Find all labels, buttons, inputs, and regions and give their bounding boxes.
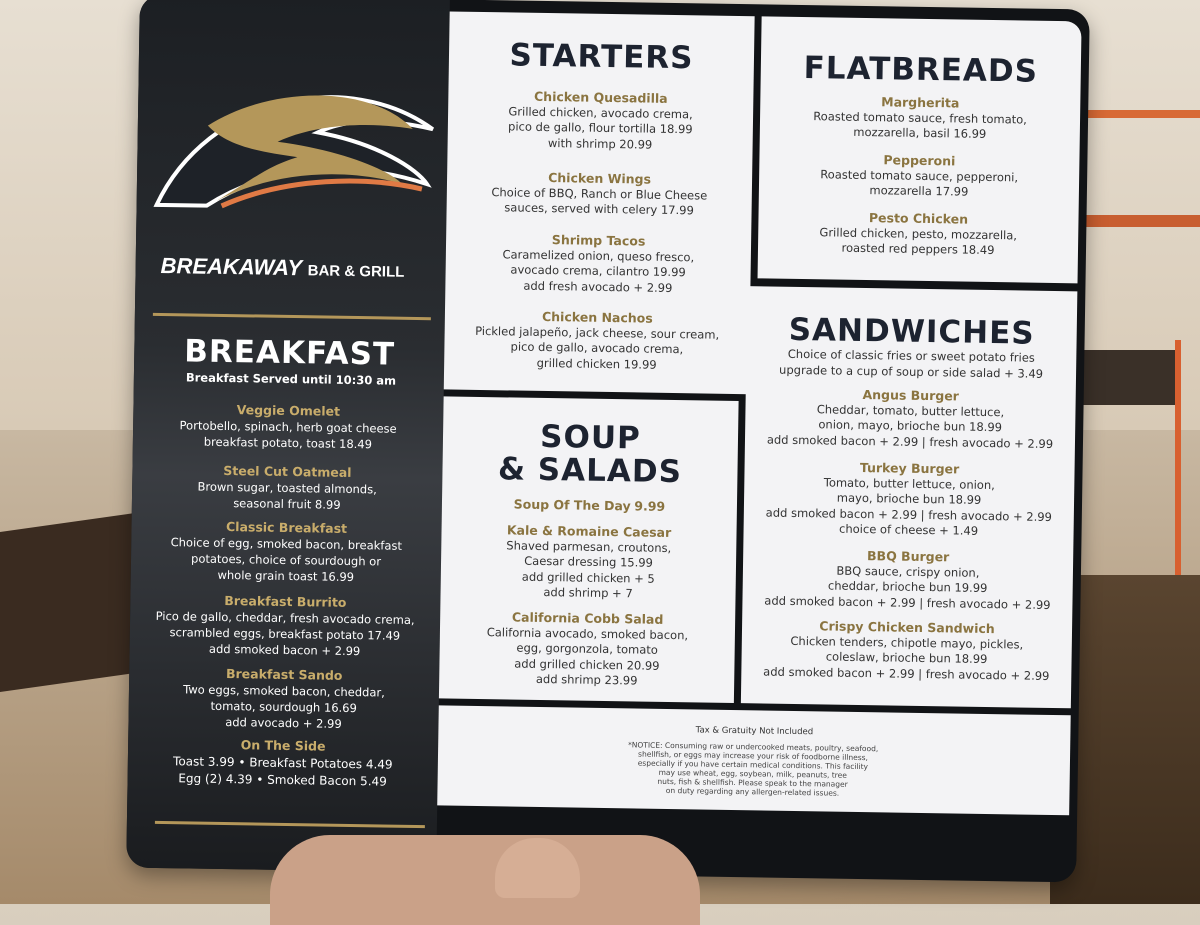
on-the-side-line: Toast 3.99 • Breakfast Potatoes 4.49 [172, 754, 393, 772]
section-title: STARTERS [509, 37, 694, 77]
item-desc: Two eggs, smoked bacon, cheddar, tomato, sourdough 16.69 add avocado + 2.99 [183, 682, 385, 731]
item-name: Breakfast Burrito [224, 592, 347, 610]
breakfast-subtitle: Breakfast Served until 10:30 am [185, 370, 397, 388]
item-name: Breakfast Sando [225, 666, 343, 683]
flatbreads-panel [758, 16, 1082, 283]
item-name: Chicken Nachos [541, 308, 653, 326]
notice-panel [437, 705, 1070, 815]
menu-item [743, 458, 1074, 541]
item-name: Chicken Quesadilla [533, 88, 668, 106]
menu-item [143, 401, 434, 454]
item-desc: Pico de gallo, cheddar, fresh avocado crema, scrambled eggs, breakfast potato 17.49 add smoked bacon + 2.99 [155, 608, 415, 659]
item-desc: Caramelized onion, queso fresco, avocado crema, cilantro 19.99 add fresh avocado + 2.99 [502, 246, 695, 295]
item-desc: Portobello, spinach, herb goat cheese breakfast potato, toast 18.49 [179, 418, 397, 452]
item-desc: Choice of egg, smoked bacon, breakfast potatoes, choice of sourdough or whole grain toast 16.99 [170, 535, 403, 585]
holding-hand [270, 835, 700, 925]
menu-item [448, 87, 754, 154]
menu-item [741, 617, 1072, 684]
menu-item [759, 150, 1080, 202]
menu-item [142, 462, 433, 515]
gold-divider [153, 313, 431, 320]
item-desc: Shaved parmesan, croutons, Caesar dressing 15.99 add grilled chicken + 5 add shrimp + 7 [506, 537, 672, 601]
brand-main: BREAKAWAY [160, 252, 302, 281]
item-desc: Brown sugar, toasted almonds, seasonal fruit 8.99 [197, 479, 377, 512]
breakfast-title: BREAKFAST [184, 333, 396, 373]
item-name: Pesto Chicken [868, 210, 969, 227]
menu-item [141, 518, 432, 587]
item-name: Crispy Chicken Sandwich [819, 618, 995, 637]
background-rail [1080, 110, 1200, 118]
item-name: BBQ Burger [866, 548, 950, 565]
item-desc: Cheddar, tomato, butter lettuce, onion, mayo, brioche bun 18.99 add smoked bacon + 2.99 | fresh avocado + 2.99 [766, 401, 1054, 451]
section-title-line2: & SALADS [497, 451, 683, 491]
menu-item [445, 230, 751, 297]
item-desc: Grilled chicken, avocado crema, pico de gallo, flour tortilla 18.99 with shrimp 20.99 [507, 103, 693, 152]
brand-name [160, 253, 430, 283]
item-price: 9.99 [634, 498, 666, 514]
sandwiches-panel [741, 286, 1078, 708]
on-the-side-title: On The Side [240, 737, 326, 754]
section-title: FLATBREADS [803, 50, 1039, 90]
brand-suffix: BAR & GRILL [307, 262, 405, 281]
item-name: Classic Breakfast [225, 519, 348, 536]
ducks-logo-icon [146, 55, 439, 230]
item-name: Veggie Omelet [236, 402, 341, 419]
menu-item [442, 495, 737, 516]
menu-item [444, 307, 750, 374]
item-desc: Chicken tenders, chipotle mayo, pickles, coleslaw, brioche bun 18.99 add smoked bacon + 2.99 | fresh avocado + 2.99 [763, 633, 1050, 683]
menu-item [140, 592, 431, 661]
section-note: Choice of classic fries or sweet potato fries upgrade to a cup of soup or side salad + 3.49 [779, 346, 1044, 381]
item-name: Chicken Wings [548, 170, 652, 187]
menu-item [760, 92, 1081, 144]
item-desc: Choice of BBQ, Ranch or Blue Cheese sauces, served with celery 17.99 [491, 184, 708, 218]
item-name: Shrimp Tacos [551, 232, 646, 249]
item-name: Margherita [881, 94, 960, 111]
tax-notice: Tax & Gratuity Not Included [695, 725, 814, 738]
item-name: Turkey Burger [859, 459, 960, 477]
section-title: SOUP [539, 418, 642, 457]
item-name: California Cobb Salad [511, 609, 664, 627]
background-chair [1070, 340, 1181, 581]
section-title: SANDWICHES [788, 311, 1035, 352]
item-desc: California avocado, smoked bacon, egg, gorgonzola, tomato add grilled chicken 20.99 add shrimp 23.99 [486, 624, 689, 688]
item-desc: Roasted tomato sauce, fresh tomato, mozzarella, basil 16.99 [813, 108, 1028, 141]
on-the-side-line: Egg (2) 4.39 • Smoked Bacon 5.49 [178, 771, 387, 789]
item-desc: Pickled jalapeño, jack cheese, sour cream, pico de gallo, avocado crema, grilled chicken 19.99 [475, 323, 720, 372]
starters-panel [444, 11, 755, 394]
breakfast-panel [126, 0, 450, 872]
menu-item [745, 385, 1076, 452]
menu-item [440, 521, 736, 603]
item-desc: Tomato, butter lettuce, onion, mayo, brioche bun 18.99 add smoked bacon + 2.99 | fresh avocado + 2.99 choice of cheese + 1.49 [765, 474, 1053, 538]
item-desc: BBQ sauce, crispy onion, cheddar, brioche bun 19.99 add smoked bacon + 2.99 | fresh avocado + 2.99 [764, 563, 1051, 612]
menu-item [758, 208, 1079, 260]
soup-salads-panel [439, 396, 739, 703]
allergen-notice: *NOTICE: Consuming raw or undercooked meats, poultry, seafood, shellfish, or eggs may increase your risk of foodborne illness, especially if you have certain medical conditions. This facility may use wheat, egg, soybean, milk, peanuts, tree nuts, fish & shellfish. Please speak to the manager on duty regarding any allergen-related issues. [627, 740, 879, 798]
menu-item [742, 546, 1073, 613]
menu-item [439, 608, 735, 690]
item-name: Soup Of The Day [513, 496, 631, 514]
background-rail-lower [1075, 215, 1200, 227]
item-desc: Roasted tomato sauce, pepperoni, mozzarella 17.99 [820, 166, 1019, 199]
item-desc: Grilled chicken, pesto, mozzarella, roasted red peppers 18.49 [819, 224, 1018, 258]
item-name: Pepperoni [883, 152, 956, 169]
item-name: Angus Burger [862, 386, 960, 404]
menu-card [126, 0, 1090, 882]
menu-item [138, 665, 429, 734]
menu-item [446, 168, 752, 219]
item-name: Steel Cut Oatmeal [223, 462, 352, 480]
item-name: Kale & Romaine Caesar [506, 522, 672, 541]
gold-divider [155, 821, 425, 828]
